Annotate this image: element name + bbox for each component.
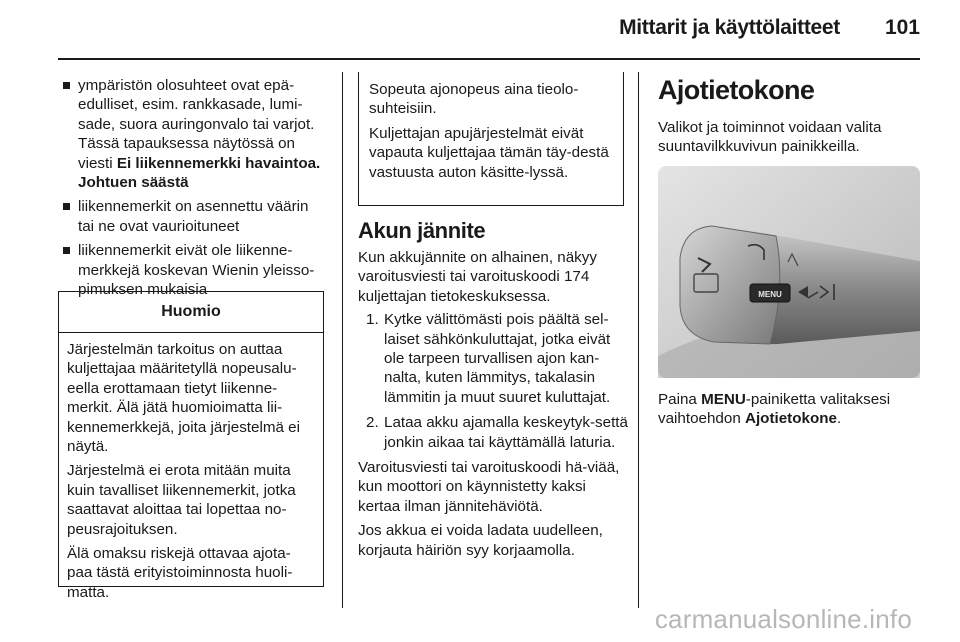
step-item (358, 413, 630, 452)
bullet-item: ympäristön olosuhteet ovat epä-edulliset, esim. rankkasade, lumi-sade, suora auringonvalo tai varjot. Tässä tapauksessa näytössä on viesti Ei liikennemerkki havaintoa. Johtuen säästä (62, 76, 326, 192)
turn-signal-lever-image (658, 166, 920, 378)
bullet-item: liikennemerkit eivät ole liikenne-merkkejä koskevan Wienin yleisso-pimuksen mukaisia (62, 241, 326, 299)
watermark: carmanualsonline.info (654, 604, 912, 634)
trip-computer-bold: Ajotietokone (744, 410, 837, 428)
battery-paragraph: Jos akkua ei voida ladata uudelleen, korjauta häiriön syy korjaamolla. (358, 522, 603, 559)
notice-paragraph: Älä omaksu riskejä ottavaa ajota-paa tästä erityistoiminnosta huoli-matta. (67, 545, 293, 601)
step-item (358, 310, 630, 407)
notice-heading: Huomio (59, 292, 323, 333)
section-heading-trip-computer: Ajotietokone (658, 75, 815, 105)
step-text: Kytke välittömästi pois päältä sel-laiset sähkönkuluttajat, jotka eivät ole tarpeen turvallisen ajon kan-nalta, kuten lämmitys, takalasin lämmitin ja muut suuret kuluttajat. (384, 311, 611, 406)
bullet-bold-text: Ei liikennemerkki havaintoa. Johtuen säästä (78, 154, 321, 192)
warning-box-continued (358, 72, 624, 206)
middle-column (358, 218, 630, 560)
section-heading-battery: Akun jännite (358, 218, 486, 243)
left-column (62, 76, 326, 304)
column-divider-left (342, 72, 343, 608)
bullet-item: liikennemerkit on asennettu väärin tai ne ovat vaurioituneet (62, 197, 326, 236)
notice-paragraph: Järjestelmän tarkoitus on auttaa kuljettajaa määritetyllä nopeusalu-eella erottamaan tietyt liikenne-merkit. Älä jätä huomioimatta lii-kennemerkkejä, joita järjestelmä ei näytä. (67, 341, 300, 456)
right-column (658, 74, 920, 157)
box-paragraph: Kuljettajan apujärjestelmät eivät vapauta kuljettajaa tämän täy-destä vastuusta auton käsitte-lyssä. (369, 124, 609, 181)
menu-button-label: MENU (758, 290, 782, 299)
notice-box (58, 291, 324, 601)
page-header-title: Mittarit ja käyttölaitteet (619, 16, 840, 39)
box-paragraph: Sopeuta ajonopeus aina tieolo-suhteisiin. (369, 81, 579, 118)
column-divider-right (638, 72, 639, 608)
header-rule (58, 58, 920, 60)
trip-computer-intro: Valikot ja toiminnot voidaan valita suuntavilkkuvivun painikkeilla. (658, 119, 882, 156)
page-number: 101 (884, 16, 920, 39)
notice-paragraph: Järjestelmä ei erota mitään muita kuin tavalliset liikennemerkit, jotka saattavat aloittaa tai lopettaa no-peusrajoituksen. (67, 462, 296, 538)
battery-intro: Kun akkujännite on alhainen, näkyy varoitusviesti tai varoituskoodi 174 kuljettajan tietokeskuksessa. (358, 249, 597, 305)
battery-paragraph: Varoitusviesti tai varoituskoodi hä-viää, kun moottori on käynnistetty kaksi kertaa ilman jännitehäviötä. (358, 459, 620, 515)
notice-body (59, 333, 323, 602)
step-text: Lataa akku ajamalla keskeytyk-settä jonkin aikaa tai käyttämällä laturia. (384, 414, 628, 451)
menu-bold: MENU (701, 391, 746, 408)
step-number: 2. (366, 414, 379, 432)
image-caption: Paina MENU-painiketta valitaksesi vaihtoehdon Ajotietokone. (658, 391, 891, 428)
step-number: 1. (366, 311, 379, 329)
